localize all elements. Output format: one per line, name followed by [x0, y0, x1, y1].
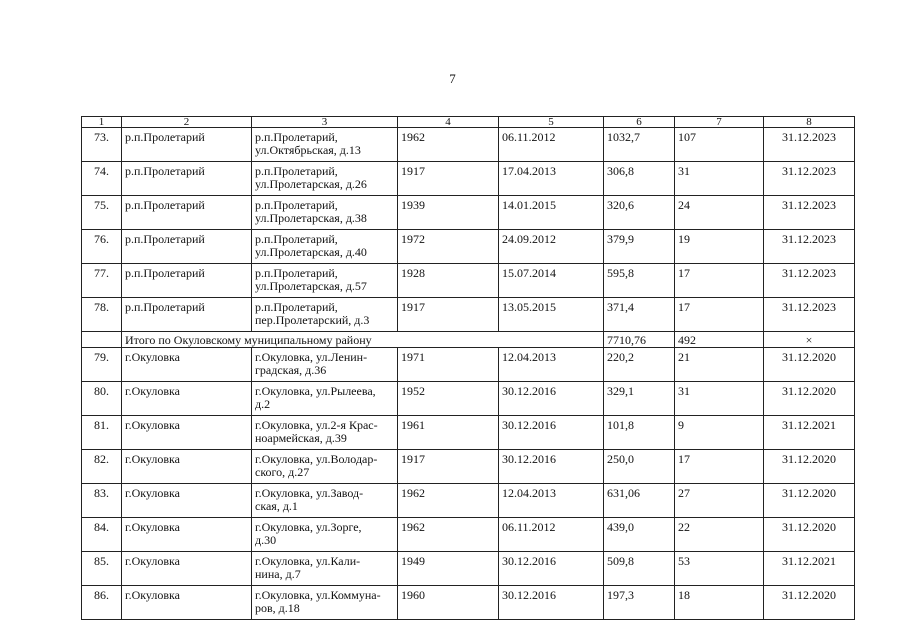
header-cell: 3	[252, 117, 398, 128]
area-cell: 509,8	[604, 552, 675, 586]
year-cell: 1962	[398, 128, 499, 162]
people-cell: 53	[675, 552, 764, 586]
area-cell: 631,06	[604, 484, 675, 518]
locality-cell: г.Окуловка	[122, 552, 252, 586]
total-label: Итого по Окуловскому муниципальному району	[122, 332, 604, 348]
table-row	[82, 552, 855, 586]
address-line-2: д.2	[255, 397, 271, 411]
deadline-cell: 31.12.2021	[764, 416, 855, 450]
address-cell	[252, 518, 398, 552]
area-cell: 1032,7	[604, 128, 675, 162]
date-cell: 13.05.2015	[499, 298, 604, 332]
date-cell: 24.09.2012	[499, 230, 604, 264]
row-number: 74.	[82, 162, 122, 196]
address-cell	[252, 450, 398, 484]
address-line-1: г.Окуловка, ул.Володар-	[255, 452, 378, 466]
housing-register-table	[81, 116, 855, 620]
locality-cell: г.Окуловка	[122, 484, 252, 518]
row-number: 84.	[82, 518, 122, 552]
address-line-1: р.п.Пролетарий,	[255, 300, 338, 314]
header-cell: 4	[398, 117, 499, 128]
locality-cell: р.п.Пролетарий	[122, 128, 252, 162]
area-cell: 595,8	[604, 264, 675, 298]
address-cell	[252, 586, 398, 620]
date-cell: 14.01.2015	[499, 196, 604, 230]
address-line-1: г.Окуловка, ул.Завод-	[255, 486, 364, 500]
date-cell: 30.12.2016	[499, 552, 604, 586]
column-number-header	[82, 117, 855, 128]
address-line-2: ул.Пролетарская, д.38	[255, 211, 367, 225]
deadline-cell: 31.12.2023	[764, 196, 855, 230]
address-line-1: р.п.Пролетарий,	[255, 266, 338, 280]
year-cell: 1949	[398, 552, 499, 586]
deadline-cell: 31.12.2020	[764, 518, 855, 552]
table-row	[82, 382, 855, 416]
page-number: 7	[449, 71, 456, 86]
table-body	[82, 117, 855, 620]
address-line-1: г.Окуловка, ул.Кали-	[255, 554, 361, 568]
row-number: 80.	[82, 382, 122, 416]
total-people: 492	[675, 332, 764, 348]
area-cell: 197,3	[604, 586, 675, 620]
locality-cell: г.Окуловка	[122, 348, 252, 382]
people-cell: 17	[675, 264, 764, 298]
address-line-2: ская, д.1	[255, 499, 298, 513]
locality-cell: р.п.Пролетарий	[122, 264, 252, 298]
people-cell: 31	[675, 162, 764, 196]
address-line-2: градская, д.36	[255, 363, 327, 377]
row-number: 76.	[82, 230, 122, 264]
date-cell: 12.04.2013	[499, 348, 604, 382]
row-number: 83.	[82, 484, 122, 518]
address-line-1: р.п.Пролетарий,	[255, 164, 338, 178]
date-cell: 17.04.2013	[499, 162, 604, 196]
row-number: 75.	[82, 196, 122, 230]
deadline-cell: 31.12.2020	[764, 484, 855, 518]
row-number: 79.	[82, 348, 122, 382]
area-cell: 306,8	[604, 162, 675, 196]
people-cell: 22	[675, 518, 764, 552]
area-cell: 379,9	[604, 230, 675, 264]
address-cell	[252, 230, 398, 264]
area-cell: 320,6	[604, 196, 675, 230]
table-row	[82, 196, 855, 230]
year-cell: 1971	[398, 348, 499, 382]
area-cell: 439,0	[604, 518, 675, 552]
address-cell	[252, 264, 398, 298]
header-cell: 7	[675, 117, 764, 128]
row-number: 73.	[82, 128, 122, 162]
people-cell: 18	[675, 586, 764, 620]
address-line-1: г.Окуловка, ул.Рылеева,	[255, 384, 376, 398]
address-line-2: ноармейская, д.39	[255, 431, 347, 445]
table-row	[82, 450, 855, 484]
deadline-cell: 31.12.2021	[764, 552, 855, 586]
table-row	[82, 162, 855, 196]
area-cell: 220,2	[604, 348, 675, 382]
row-number: 81.	[82, 416, 122, 450]
year-cell: 1962	[398, 484, 499, 518]
deadline-cell: 31.12.2020	[764, 586, 855, 620]
address-line-1: г.Окуловка, ул.2-я Крас-	[255, 418, 378, 432]
deadline-cell: 31.12.2023	[764, 162, 855, 196]
address-line-2: ул.Пролетарская, д.40	[255, 245, 367, 259]
deadline-cell: 31.12.2020	[764, 382, 855, 416]
total-area: 7710,76	[604, 332, 675, 348]
date-cell: 06.11.2012	[499, 518, 604, 552]
total-row	[82, 332, 855, 348]
address-line-2: нина, д.7	[255, 567, 301, 581]
year-cell: 1917	[398, 450, 499, 484]
locality-cell: г.Окуловка	[122, 382, 252, 416]
row-number: 77.	[82, 264, 122, 298]
row-number: 78.	[82, 298, 122, 332]
area-cell: 329,1	[604, 382, 675, 416]
address-line-2: ского, д.27	[255, 465, 310, 479]
address-line-2: ул.Пролетарская, д.57	[255, 279, 367, 293]
table-row	[82, 230, 855, 264]
locality-cell: р.п.Пролетарий	[122, 230, 252, 264]
date-cell: 30.12.2016	[499, 450, 604, 484]
address-cell	[252, 348, 398, 382]
address-line-1: г.Окуловка, ул.Ленин-	[255, 350, 368, 364]
year-cell: 1960	[398, 586, 499, 620]
date-cell: 06.11.2012	[499, 128, 604, 162]
address-cell	[252, 162, 398, 196]
locality-cell: р.п.Пролетарий	[122, 162, 252, 196]
deadline-cell: 31.12.2020	[764, 348, 855, 382]
area-cell: 250,0	[604, 450, 675, 484]
people-cell: 107	[675, 128, 764, 162]
locality-cell: г.Окуловка	[122, 518, 252, 552]
header-cell: 1	[82, 117, 122, 128]
header-cell: 8	[764, 117, 855, 128]
area-cell: 371,4	[604, 298, 675, 332]
locality-cell: г.Окуловка	[122, 450, 252, 484]
date-cell: 15.07.2014	[499, 264, 604, 298]
table-row	[82, 518, 855, 552]
people-cell: 17	[675, 450, 764, 484]
year-cell: 1961	[398, 416, 499, 450]
address-line-1: г.Окуловка, ул.Коммуна-	[255, 588, 381, 602]
year-cell: 1962	[398, 518, 499, 552]
address-cell	[252, 484, 398, 518]
locality-cell: р.п.Пролетарий	[122, 196, 252, 230]
deadline-cell: 31.12.2023	[764, 230, 855, 264]
area-cell: 101,8	[604, 416, 675, 450]
date-cell: 30.12.2016	[499, 586, 604, 620]
people-cell: 24	[675, 196, 764, 230]
header-cell: 5	[499, 117, 604, 128]
header-cell: 6	[604, 117, 675, 128]
address-line-1: р.п.Пролетарий,	[255, 130, 338, 144]
table-row	[82, 128, 855, 162]
address-line-2: д.30	[255, 533, 277, 547]
header-cell: 2	[122, 117, 252, 128]
deadline-cell: 31.12.2020	[764, 450, 855, 484]
date-cell: 30.12.2016	[499, 382, 604, 416]
people-cell: 31	[675, 382, 764, 416]
year-cell: 1928	[398, 264, 499, 298]
address-cell	[252, 382, 398, 416]
year-cell: 1939	[398, 196, 499, 230]
table-row	[82, 298, 855, 332]
address-cell	[252, 416, 398, 450]
address-line-2: ул.Пролетарская, д.26	[255, 177, 367, 191]
total-deadline: ×	[764, 332, 855, 348]
year-cell: 1952	[398, 382, 499, 416]
locality-cell: р.п.Пролетарий	[122, 298, 252, 332]
address-line-1: р.п.Пролетарий,	[255, 232, 338, 246]
locality-cell: г.Окуловка	[122, 416, 252, 450]
total-empty-cell	[82, 332, 122, 348]
table-row	[82, 586, 855, 620]
deadline-cell: 31.12.2023	[764, 264, 855, 298]
date-cell: 30.12.2016	[499, 416, 604, 450]
row-number: 85.	[82, 552, 122, 586]
address-line-1: р.п.Пролетарий,	[255, 198, 338, 212]
locality-cell: г.Окуловка	[122, 586, 252, 620]
table-row	[82, 484, 855, 518]
address-line-2: ров, д.18	[255, 601, 300, 615]
row-number: 82.	[82, 450, 122, 484]
deadline-cell: 31.12.2023	[764, 298, 855, 332]
people-cell: 9	[675, 416, 764, 450]
address-cell	[252, 196, 398, 230]
date-cell: 12.04.2013	[499, 484, 604, 518]
table-row	[82, 348, 855, 382]
people-cell: 17	[675, 298, 764, 332]
address-cell	[252, 128, 398, 162]
table-row	[82, 416, 855, 450]
deadline-cell: 31.12.2023	[764, 128, 855, 162]
year-cell: 1972	[398, 230, 499, 264]
row-number: 86.	[82, 586, 122, 620]
address-line-2: ул.Октябрьская, д.13	[255, 143, 361, 157]
address-line-1: г.Окуловка, ул.Зорге,	[255, 520, 362, 534]
address-cell	[252, 298, 398, 332]
year-cell: 1917	[398, 162, 499, 196]
address-line-2: пер.Пролетарский, д.3	[255, 313, 370, 327]
address-cell	[252, 552, 398, 586]
people-cell: 19	[675, 230, 764, 264]
people-cell: 21	[675, 348, 764, 382]
table-row	[82, 264, 855, 298]
year-cell: 1917	[398, 298, 499, 332]
people-cell: 27	[675, 484, 764, 518]
